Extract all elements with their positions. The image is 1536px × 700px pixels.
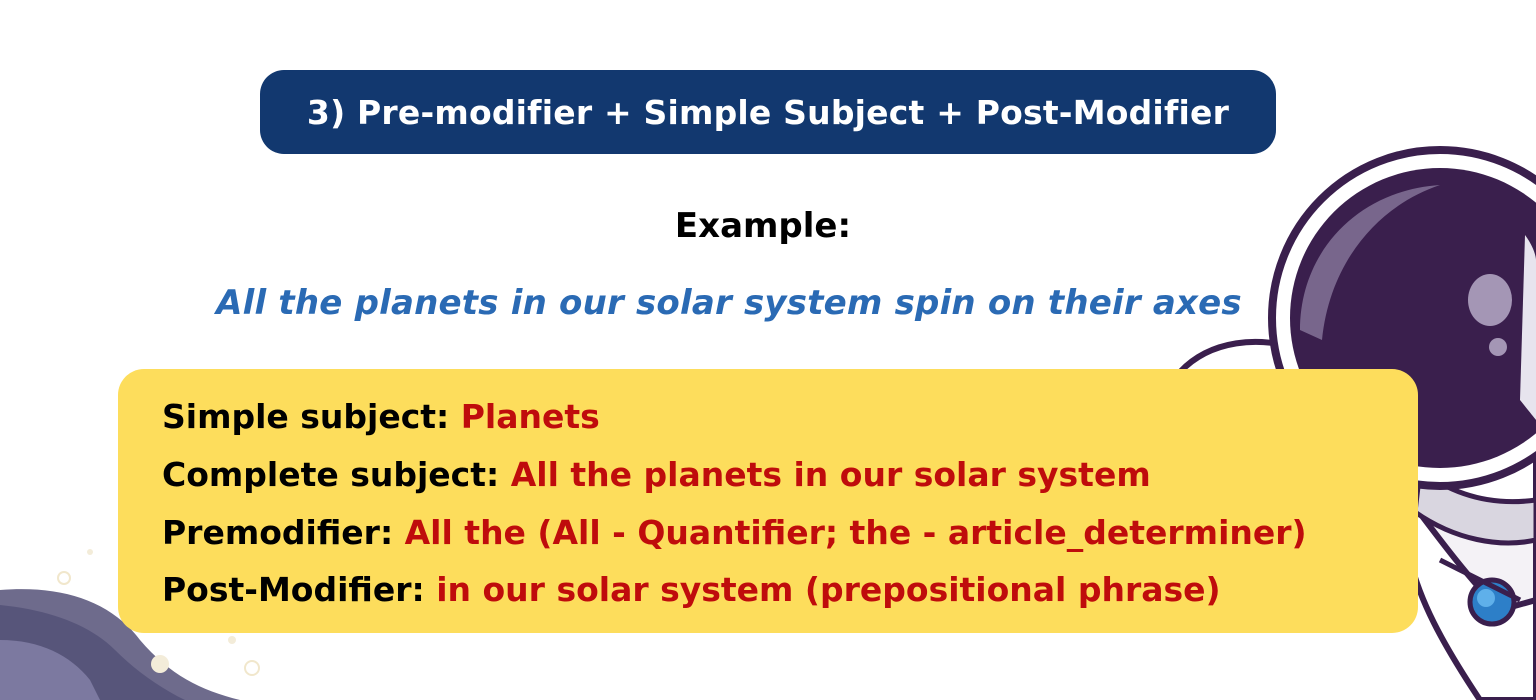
row-value: Planets	[460, 397, 600, 436]
row-label: Post-Modifier:	[162, 570, 437, 609]
simple-subject-row	[162, 397, 600, 436]
complete-subject-row	[162, 455, 1151, 494]
row-value: All the (All - Quantifier; the - article_determiner)	[404, 513, 1307, 552]
premodifier-row	[162, 513, 1307, 552]
row-value: in our solar system (prepositional phrase)	[436, 570, 1221, 609]
row-label: Complete subject:	[162, 455, 511, 494]
row-value: All the planets in our solar system	[510, 455, 1151, 494]
post-modifier-row	[162, 570, 1221, 609]
row-label: Simple subject:	[162, 397, 461, 436]
title-banner	[260, 70, 1276, 154]
row-label: Premodifier:	[162, 513, 405, 552]
analysis-box	[118, 369, 1418, 633]
example-sentence: All the planets in our solar system spin on their axes	[216, 283, 1242, 323]
title-text: 3) Pre-modifier + Simple Subject + Post-Modifier	[306, 92, 1230, 132]
example-heading: Example:	[674, 206, 852, 246]
